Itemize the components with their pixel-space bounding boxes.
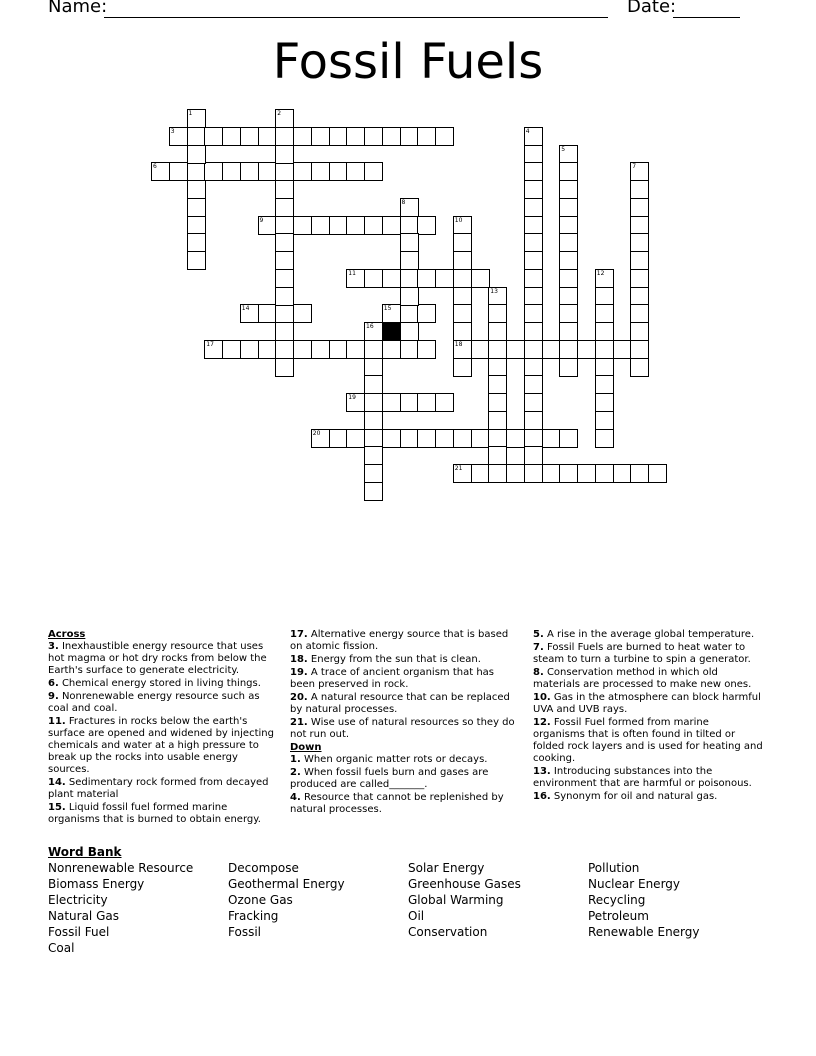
crossword-cell[interactable] [364, 358, 383, 377]
clue-number: 12 [596, 269, 605, 277]
crossword-cell[interactable] [488, 287, 507, 306]
word-bank-column [408, 860, 521, 940]
crossword-cell[interactable] [506, 464, 525, 483]
clue-number: 2 [277, 110, 282, 117]
crossword-cell[interactable] [524, 127, 543, 146]
word-bank-item: Coal [48, 941, 75, 955]
crossword-cell[interactable] [488, 411, 507, 430]
crossword-cell[interactable] [258, 162, 277, 181]
crossword-cell[interactable] [346, 127, 365, 146]
crossword-cell[interactable] [595, 393, 614, 412]
word-bank-item: Fracking [228, 909, 279, 923]
crossword-cell[interactable] [435, 127, 454, 146]
crossword-cell[interactable] [293, 216, 312, 235]
down-heading: Down [290, 742, 322, 753]
clue-down-8: 8. Conservation method in which old materials are processed to make new ones. [533, 667, 752, 690]
crossword-cell[interactable] [275, 162, 294, 181]
crossword-cell[interactable] [382, 127, 401, 146]
crossword-cell[interactable] [400, 127, 419, 146]
crossword-cell[interactable] [400, 304, 419, 323]
clue-number: 5 [561, 145, 566, 153]
crossword-cell[interactable] [240, 304, 259, 323]
clue-down-10: 10. Gas in the atmosphere can block harmful UVA and UVB rays. [533, 692, 761, 715]
clue-across-20: 20. A natural resource that can be replaced by natural processes. [290, 692, 510, 715]
word-bank-column [588, 860, 700, 940]
crossword-cell[interactable] [559, 464, 578, 483]
crossword-cell[interactable] [559, 269, 578, 288]
clue-across-21: 21. Wise use of natural resources so they do not run out. [290, 717, 515, 740]
crossword-cell[interactable] [488, 358, 507, 377]
crossword-cell[interactable] [559, 429, 578, 448]
crossword-cell[interactable] [275, 322, 294, 341]
crossword-cell[interactable] [364, 429, 383, 448]
crossword-cell[interactable] [559, 198, 578, 217]
crossword-cell[interactable] [382, 304, 401, 323]
black-square [382, 322, 400, 340]
crossword-cell[interactable] [275, 304, 294, 323]
word-bank-item: Nonrenewable Resource [48, 861, 194, 875]
crossword-cell[interactable] [471, 340, 490, 359]
crossword-cell[interactable] [187, 233, 206, 252]
crossword-cell[interactable] [275, 233, 294, 252]
crossword-cell[interactable] [595, 411, 614, 430]
word-bank-item: Fossil Fuel [48, 925, 110, 939]
name-label: Name: [48, 0, 108, 17]
crossword-cell[interactable] [488, 393, 507, 412]
crossword-cell[interactable] [364, 162, 383, 181]
crossword-cell[interactable] [169, 127, 188, 146]
crossword-cell[interactable] [346, 216, 365, 235]
crossword-cell[interactable] [559, 216, 578, 235]
crossword-cell[interactable] [488, 375, 507, 394]
crossword-cell[interactable] [275, 358, 294, 377]
word-bank-title: Word Bank [48, 845, 122, 859]
crossword-cell[interactable] [417, 269, 436, 288]
word-bank-item: Fossil [228, 925, 261, 939]
crossword-cell[interactable] [400, 269, 419, 288]
crossword-cell[interactable] [630, 287, 649, 306]
word-bank-item: Oil [408, 909, 425, 923]
clues-column-1 [48, 629, 280, 827]
crossword-cell[interactable] [524, 358, 543, 377]
crossword-cell[interactable] [222, 340, 241, 359]
crossword-cell[interactable] [346, 340, 365, 359]
crossword-cell[interactable] [187, 251, 206, 270]
word-bank-item: Electricity [48, 893, 108, 907]
crossword-cell[interactable] [630, 269, 649, 288]
crossword-cell[interactable] [258, 304, 277, 323]
crossword-cell[interactable] [524, 180, 543, 199]
crossword-cell[interactable] [524, 411, 543, 430]
crossword-cell[interactable] [275, 216, 294, 235]
crossword-cell[interactable] [506, 340, 525, 359]
clue-number: 3 [170, 127, 175, 135]
crossword-cell[interactable] [346, 393, 365, 412]
crossword-cell[interactable] [364, 269, 383, 288]
clue-across-14: 14. Sedimentary rock formed from decayed plant material [48, 777, 269, 800]
clue-down-2: 2. When fossil fuels burn and gases are produced are called_______. [290, 767, 489, 790]
clue-down-7: 7. Fossil Fuels are burned to heat water to steam to turn a turbine to spin a generator. [533, 642, 751, 665]
crossword-cell[interactable] [524, 393, 543, 412]
crossword-cell[interactable] [240, 127, 259, 146]
clue-number: 7 [632, 163, 637, 171]
page-title: Fossil Fuels [272, 34, 544, 90]
crossword-cell[interactable] [275, 145, 294, 164]
word-bank-column [228, 860, 345, 940]
clue-across-3: 3. Inexhaustible energy resource that uses hot magma or hot dry rocks from below the Earth's surface to generate electricity. [48, 641, 267, 676]
crossword-cell[interactable] [488, 340, 507, 359]
crossword-cell[interactable] [275, 251, 294, 270]
crossword-cell[interactable] [151, 162, 170, 181]
clue-number: 21 [454, 465, 463, 472]
word-bank-item: Pollution [588, 861, 640, 875]
crossword-cell[interactable] [453, 251, 472, 270]
crossword-cell[interactable] [382, 269, 401, 288]
crossword-cell[interactable] [453, 429, 472, 448]
crossword-cell[interactable] [524, 464, 543, 483]
crossword-cell[interactable] [187, 180, 206, 199]
crossword-cell[interactable] [400, 198, 419, 217]
clues-column-2 [290, 629, 522, 817]
crossword-cell[interactable] [275, 127, 294, 146]
word-bank-item: Geothermal Energy [228, 877, 345, 891]
word-bank-item: Ozone Gas [228, 893, 293, 907]
crossword-cell[interactable] [435, 393, 454, 412]
crossword-cell[interactable] [453, 233, 472, 252]
crossword-cell[interactable] [187, 109, 206, 128]
crossword-cell[interactable] [506, 429, 525, 448]
clue-down-13: 13. Introducing substances into the environment that are harmful or poisonous. [533, 766, 752, 789]
crossword-cell[interactable] [595, 304, 614, 323]
crossword-cell[interactable] [488, 464, 507, 483]
crossword-cell[interactable] [187, 162, 206, 181]
crossword-cell[interactable] [524, 233, 543, 252]
crossword-cell[interactable] [311, 162, 330, 181]
crossword-cell[interactable] [204, 162, 223, 181]
crossword-cell[interactable] [630, 162, 649, 181]
clue-across-15: 15. Liquid fossil fuel formed marine organisms that is burned to obtain energy. [48, 802, 261, 825]
crossword-cell[interactable] [364, 216, 383, 235]
crossword-cell[interactable] [559, 145, 578, 164]
crossword-cell[interactable] [613, 340, 632, 359]
clue-across-17: 17. Alternative energy source that is based on atomic fission. [290, 629, 509, 652]
crossword-cell[interactable] [311, 216, 330, 235]
crossword-cell[interactable] [453, 464, 472, 483]
clue-number: 20 [312, 429, 321, 437]
crossword-cell[interactable] [559, 180, 578, 199]
crossword-cell[interactable] [329, 127, 348, 146]
crossword-cell[interactable] [542, 340, 561, 359]
clue-number: 4 [525, 127, 530, 135]
crossword-cell[interactable] [524, 198, 543, 217]
clue-number: 8 [401, 198, 406, 206]
crossword-cell[interactable] [524, 429, 543, 448]
crossword-cell[interactable] [382, 429, 401, 448]
crossword-cell[interactable] [400, 216, 419, 235]
crossword-cell[interactable] [400, 322, 419, 341]
crossword-cell[interactable] [222, 162, 241, 181]
crossword-cell[interactable] [346, 269, 365, 288]
crossword-cell[interactable] [187, 198, 206, 217]
crossword-cell[interactable] [329, 162, 348, 181]
clue-number: 19 [348, 394, 356, 401]
crossword-cell[interactable] [524, 340, 543, 359]
crossword-cell[interactable] [595, 375, 614, 394]
crossword-cell[interactable] [524, 145, 543, 164]
clue-number: 6 [153, 163, 157, 171]
clue-across-18: 18. Energy from the sun that is clean. [290, 654, 481, 665]
word-bank-item: Global Warming [408, 893, 504, 907]
word-bank-item: Petroleum [588, 909, 649, 923]
word-bank-columns [48, 860, 788, 960]
crossword-cell[interactable] [400, 393, 419, 412]
crossword-cell[interactable] [275, 340, 294, 359]
crossword-cell[interactable] [559, 287, 578, 306]
crossword-cell[interactable] [417, 429, 436, 448]
clue-across-11: 11. Fractures in rocks below the earth's surface are opened and widened by injecting chemicals and water at a high pressure to break up the rocks into usable energy sources. [48, 716, 274, 775]
crossword-cell[interactable] [471, 269, 490, 288]
crossword-cell[interactable] [595, 358, 614, 377]
crossword-cell[interactable] [524, 216, 543, 235]
crossword-cell[interactable] [577, 340, 596, 359]
crossword-cell[interactable] [275, 198, 294, 217]
crossword-cell[interactable] [222, 127, 241, 146]
crossword-cell[interactable] [524, 322, 543, 341]
clue-number: 18 [454, 340, 463, 348]
crossword-cell[interactable] [559, 162, 578, 181]
crossword-cell[interactable] [630, 216, 649, 235]
crossword-cell[interactable] [630, 358, 649, 377]
crossword-cell[interactable] [329, 340, 348, 359]
crossword-cell[interactable] [630, 322, 649, 341]
crossword-cell[interactable] [364, 375, 383, 394]
crossword-cell[interactable] [524, 375, 543, 394]
crossword-cell[interactable] [630, 340, 649, 359]
date-label: Date: [627, 0, 677, 17]
crossword-cell[interactable] [364, 464, 383, 483]
crossword-cell[interactable] [364, 340, 383, 359]
crossword-cell[interactable] [187, 216, 206, 235]
crossword-cell[interactable] [471, 429, 490, 448]
crossword-cell[interactable] [453, 340, 472, 359]
crossword-cell[interactable] [169, 162, 188, 181]
crossword-cell[interactable] [524, 269, 543, 288]
crossword-cell[interactable] [258, 127, 277, 146]
clue-number: 16 [366, 323, 374, 330]
crossword-cell[interactable] [293, 340, 312, 359]
crossword-cell[interactable] [417, 304, 436, 323]
crossword-cell[interactable] [559, 233, 578, 252]
crossword-cell[interactable] [559, 304, 578, 323]
crossword-cell[interactable] [630, 304, 649, 323]
crossword-cell[interactable] [400, 251, 419, 270]
crossword-cell[interactable] [595, 322, 614, 341]
clue-number: 11 [348, 269, 356, 277]
crossword-cell[interactable] [630, 233, 649, 252]
clue-across-6: 6. Chemical energy stored in living things. [48, 678, 261, 689]
crossword-cell[interactable] [329, 216, 348, 235]
crossword-cell[interactable] [275, 287, 294, 306]
crossword-cell[interactable] [311, 429, 330, 448]
crossword-cell[interactable] [524, 304, 543, 323]
word-bank-item: Nuclear Energy [588, 877, 681, 891]
crossword-cell[interactable] [204, 127, 223, 146]
crossword-cell[interactable] [630, 464, 649, 483]
crossword-cell[interactable] [258, 340, 277, 359]
crossword-cell[interactable] [595, 429, 614, 448]
crossword-cell[interactable] [187, 145, 206, 164]
crossword-cell[interactable] [382, 216, 401, 235]
crossword-cell[interactable] [488, 304, 507, 323]
word-bank-item: Renewable Energy [588, 925, 700, 939]
crossword-cell[interactable] [524, 251, 543, 270]
crossword-cell[interactable] [453, 358, 472, 377]
crossword-cell[interactable] [346, 429, 365, 448]
clue-number: 15 [383, 305, 392, 313]
crossword-cell[interactable] [275, 180, 294, 199]
crossword-cell[interactable] [453, 216, 472, 235]
clue-down-5: 5. A rise in the average global temperature. [533, 629, 755, 640]
crossword-cell[interactable] [471, 464, 490, 483]
crossword-cell[interactable] [346, 162, 365, 181]
clue-down-4: 4. Resource that cannot be replenished by natural processes. [290, 792, 504, 815]
clue-number: 9 [259, 216, 264, 224]
crossword-cell[interactable] [258, 216, 277, 235]
crossword-cell[interactable] [329, 429, 348, 448]
crossword-cell[interactable] [524, 287, 543, 306]
crossword-cell[interactable] [400, 340, 419, 359]
crossword-cell[interactable] [542, 429, 561, 448]
crossword-cell[interactable] [364, 411, 383, 430]
crossword-cell[interactable] [559, 358, 578, 377]
crossword-cell[interactable] [453, 287, 472, 306]
word-bank-item: Conservation [408, 925, 488, 939]
clue-down-1: 1. When organic matter rots or decays. [290, 754, 488, 765]
crossword-cell[interactable] [595, 340, 614, 359]
crossword-cell[interactable] [275, 269, 294, 288]
crossword-cell[interactable] [364, 127, 383, 146]
crossword-cell[interactable] [400, 287, 419, 306]
crossword-cell[interactable] [435, 429, 454, 448]
crossword-cell[interactable] [453, 269, 472, 288]
crossword-cell[interactable] [559, 340, 578, 359]
clue-number: 1 [188, 110, 193, 117]
crossword-cell[interactable] [559, 322, 578, 341]
crossword-cell[interactable] [417, 216, 436, 235]
crossword-cell[interactable] [364, 482, 383, 501]
crossword-cell[interactable] [630, 180, 649, 199]
word-bank-item: Biomass Energy [48, 877, 145, 891]
clue-down-16: 16. Synonym for oil and natural gas. [533, 791, 718, 802]
crossword-cell[interactable] [417, 393, 436, 412]
crossword-cell[interactable] [435, 269, 454, 288]
crossword-cell[interactable] [364, 322, 383, 341]
crossword-cell[interactable] [488, 446, 507, 465]
clue-across-9: 9. Nonrenewable energy resource such as coal and coal. [48, 691, 260, 714]
crossword-cell[interactable] [311, 127, 330, 146]
crossword-cell[interactable] [204, 340, 223, 359]
crossword-cell[interactable] [364, 446, 383, 465]
crossword-cell[interactable] [275, 109, 294, 128]
crossword-cell[interactable] [293, 127, 312, 146]
word-bank-item: Greenhouse Gases [408, 877, 521, 891]
crossword-cell[interactable] [648, 464, 667, 483]
crossword-cell[interactable] [488, 429, 507, 448]
crossword-cell[interactable] [524, 162, 543, 181]
clue-number: 17 [206, 340, 214, 348]
crossword-cell[interactable] [293, 304, 312, 323]
crossword-cell[interactable] [240, 340, 259, 359]
crossword-cell[interactable] [453, 322, 472, 341]
clues-column-3 [533, 629, 763, 804]
crossword-cell[interactable] [595, 287, 614, 306]
clue-number: 13 [490, 287, 498, 295]
crossword-grid [0, 0, 816, 500]
word-bank-item: Solar Energy [408, 861, 485, 875]
crossword-cell[interactable] [524, 446, 543, 465]
crossword-cell[interactable] [364, 393, 383, 412]
crossword-cell[interactable] [613, 464, 632, 483]
clue-number: 10 [454, 216, 463, 224]
crossword-cell[interactable] [187, 127, 206, 146]
crossword-cell[interactable] [488, 322, 507, 341]
clue-down-12: 12. Fossil Fuel formed from marine organisms that is often found in tilted or folded rock layers and is used for heating and cooking. [533, 717, 763, 764]
crossword-cell[interactable] [595, 464, 614, 483]
crossword-cell[interactable] [595, 269, 614, 288]
crossword-cell[interactable] [417, 340, 436, 359]
word-bank [48, 845, 788, 960]
across-heading: Across [48, 629, 86, 640]
word-bank-column [48, 860, 193, 956]
crossword-cell[interactable] [577, 464, 596, 483]
crossword-cell[interactable] [400, 233, 419, 252]
clue-number: 14 [241, 305, 250, 313]
crossword-cell[interactable] [630, 198, 649, 217]
crossword-cell[interactable] [293, 162, 312, 181]
word-bank-item: Recycling [588, 893, 646, 907]
word-bank-item: Decompose [228, 861, 299, 875]
crossword-cell[interactable] [453, 304, 472, 323]
crossword-cell[interactable] [400, 429, 419, 448]
crossword-cell[interactable] [240, 162, 259, 181]
crossword-cell[interactable] [382, 393, 401, 412]
crossword-cell[interactable] [630, 251, 649, 270]
crossword-cell[interactable] [542, 464, 561, 483]
crossword-cell[interactable] [382, 340, 401, 359]
crossword-cell[interactable] [311, 340, 330, 359]
crossword-cell[interactable] [417, 127, 436, 146]
word-bank-item: Natural Gas [48, 909, 119, 923]
clue-across-19: 19. A trace of ancient organism that has been preserved in rock. [290, 667, 495, 690]
crossword-cell[interactable] [559, 251, 578, 270]
